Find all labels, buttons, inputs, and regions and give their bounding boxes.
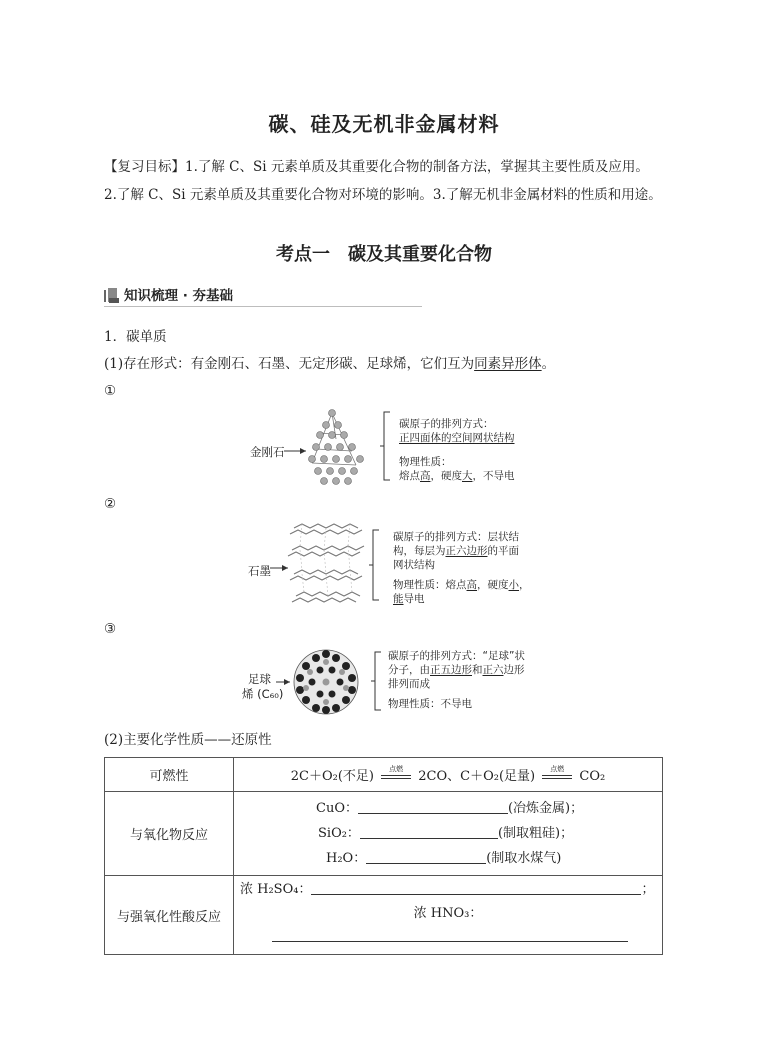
page-title: 碳、硅及无机非金属材料: [268, 112, 500, 136]
figure-3-number: ③: [104, 621, 117, 637]
combustion-equations: 2C＋O₂(不足) 点燃 2CO、C＋O₂(足量) 点燃 CO₂: [234, 758, 663, 792]
diamond-arrangement: 碳原子的排列方式： 正四面体的空间网状结构: [399, 418, 515, 444]
existence-line: (1)存在形式：有金刚石、石墨、无定形碳、足球烯，它们互为同素异形体。: [104, 356, 556, 372]
c60-arrangement: 碳原子的排列方式：“足球”状 分子，由正五边形和正六边形 排列而成: [388, 650, 525, 690]
graphite-structure-image: [270, 520, 370, 606]
table-row: [105, 876, 663, 955]
c60-label: 足球 烯 (C₆₀): [242, 672, 284, 701]
answer-blank[interactable]: [358, 799, 508, 814]
c60-structure-image: [276, 648, 366, 716]
item-1-heading: 1．碳单质: [104, 329, 167, 345]
review-line-2: 2.了解 C、Si 元素单质及其重要化合物对环境的影响。3.了解无机非金属材料的性质和用途。: [104, 187, 662, 203]
oxide-reaction-cell: CuO： (冶炼金属)； SiO₂： (制取粗硅)； H₂O： (制取水煤气): [234, 792, 663, 876]
answer-blank[interactable]: [272, 927, 628, 942]
figure-1-number: ①: [104, 383, 117, 399]
c60-bracket: [371, 650, 383, 712]
section-banner: 知识梳理 · 夯基础: [104, 286, 422, 307]
ignite-condition: 点燃: [381, 768, 411, 784]
review-label: 【复习目标】: [104, 159, 185, 175]
graphite-arrangement: 碳原子的排列方式：层状结 构，每层为正六边形的平面 网状结构: [393, 531, 519, 571]
graphite-label: 石墨: [248, 564, 271, 578]
acid-reaction-cell: 浓 H₂SO₄： ； 浓 HNO₃：: [234, 876, 663, 955]
diamond-bracket: [380, 410, 392, 482]
banner-marker-icon: [104, 288, 120, 303]
section-title: 考点一 碳及其重要化合物: [276, 244, 492, 265]
answer-blank[interactable]: [366, 849, 486, 864]
answer-blank[interactable]: [311, 880, 641, 895]
chem-properties-table: [104, 757, 663, 955]
ignite-condition: 点燃: [542, 768, 572, 784]
answer-blank[interactable]: [360, 824, 498, 839]
table-row: [105, 758, 663, 792]
figure-2-number: ②: [104, 496, 117, 512]
existence-answer: 同素异形体: [474, 356, 542, 372]
diamond-label: 金刚石: [250, 445, 285, 459]
diamond-structure-image: [284, 405, 384, 487]
review-line-1: 【复习目标】1.了解 C、Si 元素单质及其重要化合物的制备方法，掌握其主要性质及应用。: [104, 159, 649, 175]
row-label-oxide-reaction: 与氧化物反应: [105, 792, 234, 876]
row-label-acid-reaction: 与强氧化性酸反应: [105, 876, 234, 955]
row-label-combustion: 可燃性: [105, 758, 234, 792]
graphite-properties: 物理性质：熔点高，硬度小， 能导电: [393, 579, 530, 605]
chem-properties-heading: (2)主要化学性质——还原性: [104, 732, 272, 748]
graphite-bracket: [369, 528, 381, 602]
c60-properties: 物理性质：不导电: [388, 698, 472, 710]
diamond-properties: 物理性质： 熔点高，硬度大，不导电: [399, 456, 515, 482]
table-row: [105, 792, 663, 876]
